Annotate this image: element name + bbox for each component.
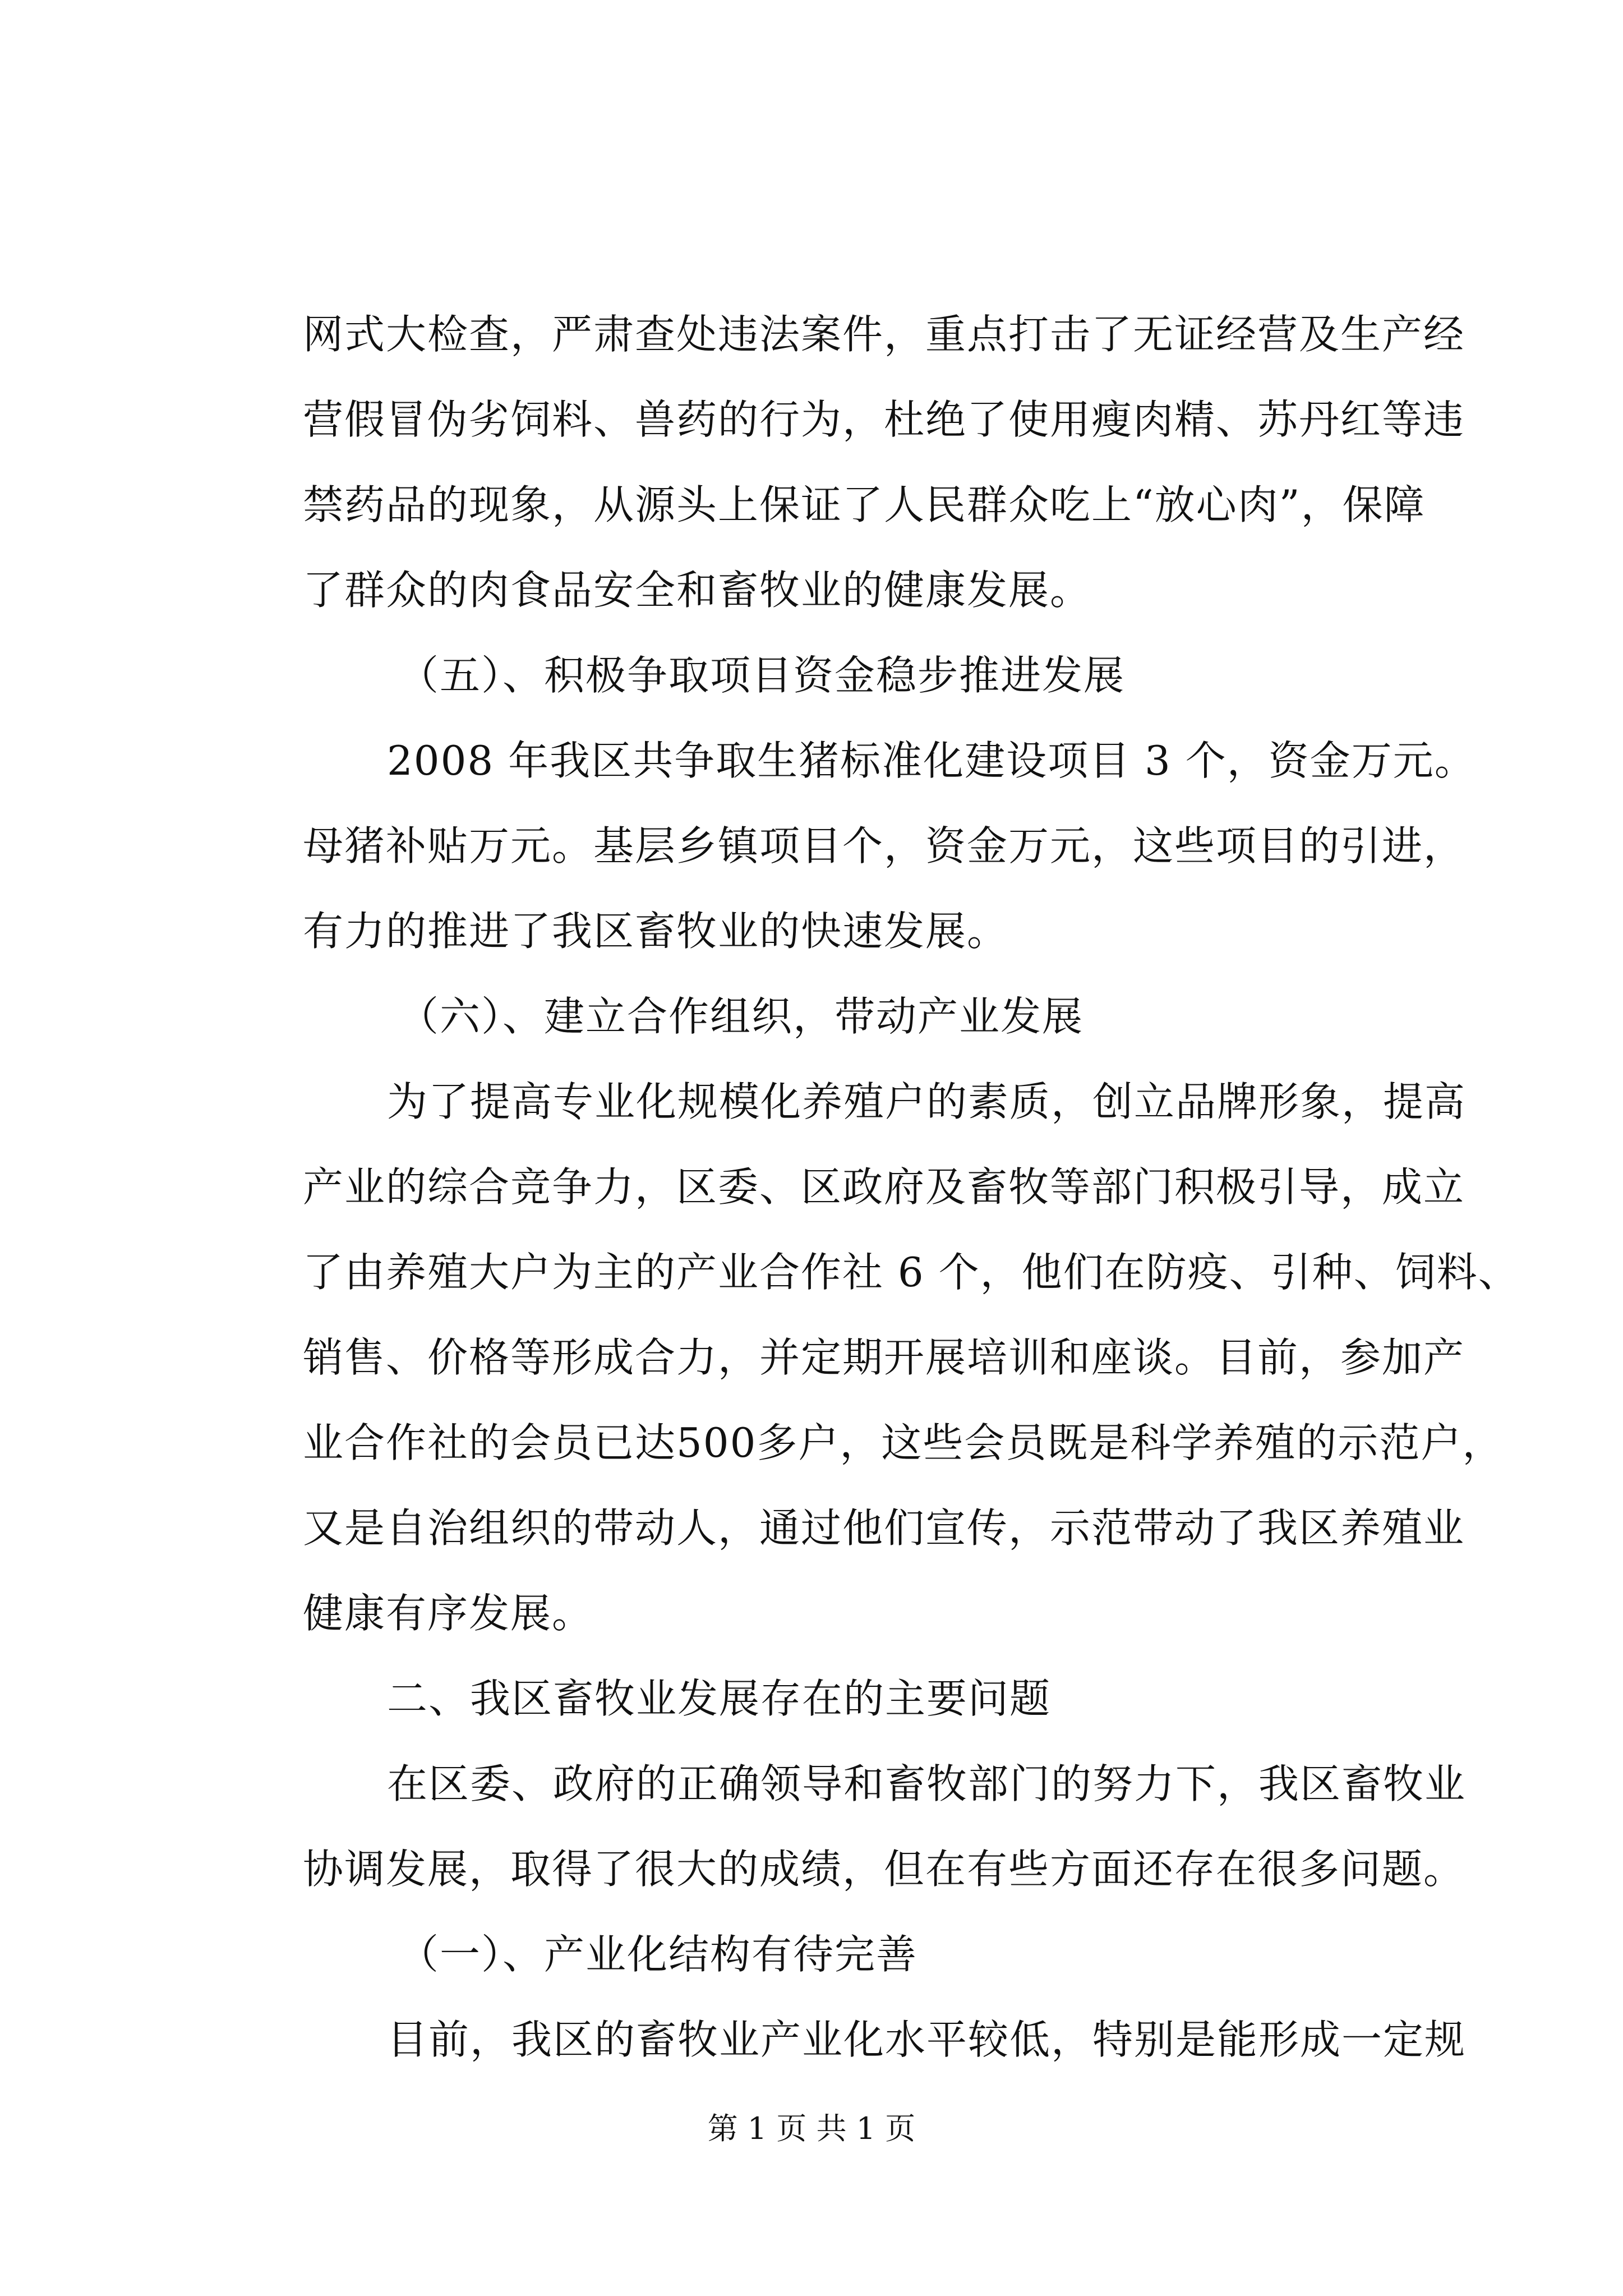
paragraph-line: 目前，我区的畜牧业产业化水平较低，特别是能形成一定规 xyxy=(387,2016,1467,2063)
body-text xyxy=(303,292,1520,2082)
section-heading: （一）、产业化结构有待完善 xyxy=(398,1931,918,1978)
paragraph-line: 业合作社的会员已达500多户，这些会员既是科学养殖的示范户， xyxy=(303,1419,1504,1466)
section-heading: 二、我区畜牧业发展存在的主要问题 xyxy=(387,1675,1052,1722)
paragraph-line: 母猪补贴万元。基层乡镇项目个，资金万元，这些项目的引进， xyxy=(303,822,1465,869)
paragraph-line: 了由养殖大户为主的产业合作社 6 个，他们在防疫、引种、饲料、 xyxy=(303,1249,1520,1296)
paragraph-line: 为了提高专业化规模化养殖户的素质，创立品牌形象，提高 xyxy=(387,1078,1467,1125)
paragraph-line: 健康有序发展。 xyxy=(303,1590,594,1637)
paragraph-line: 了群众的肉食品安全和畜牧业的健康发展。 xyxy=(303,567,1092,614)
paragraph-line: 又是自治组织的带动人，通过他们宣传，示范带动了我区养殖业 xyxy=(303,1504,1465,1552)
paragraph-line: 2008 年我区共争取生猪标准化建设项目 3 个，资金万元。 xyxy=(387,737,1476,784)
paragraph-line: 产业的综合竞争力，区委、区政府及畜牧等部门积极引导，成立 xyxy=(303,1163,1465,1211)
page-footer: 第 1 页 共 1 页 xyxy=(707,2111,916,2146)
paragraph-line: 营假冒伪劣饲料、兽药的行为，杜绝了使用瘦肉精、苏丹红等违 xyxy=(303,396,1465,443)
paragraph-line: 协调发展，取得了很大的成绩，但在有些方面还存在很多问题。 xyxy=(303,1846,1465,1893)
paragraph-line: 在区委、政府的正确领导和畜牧部门的努力下，我区畜牧业 xyxy=(387,1760,1467,1807)
paragraph-line: 销售、价格等形成合力，并定期开展培训和座谈。目前，参加产 xyxy=(303,1334,1465,1381)
paragraph-line: 禁药品的现象，从源头上保证了人民群众吃上“放心肉”，保障 xyxy=(303,481,1426,528)
paragraph-line: 有力的推进了我区畜牧业的快速发展。 xyxy=(303,908,1009,955)
section-heading: （六）、建立合作组织，带动产业发展 xyxy=(398,993,1084,1040)
section-heading: （五）、积极争取项目资金稳步推进发展 xyxy=(398,652,1126,699)
paragraph-line: 网式大检查，严肃查处违法案件，重点打击了无证经营及生产经 xyxy=(303,311,1465,358)
